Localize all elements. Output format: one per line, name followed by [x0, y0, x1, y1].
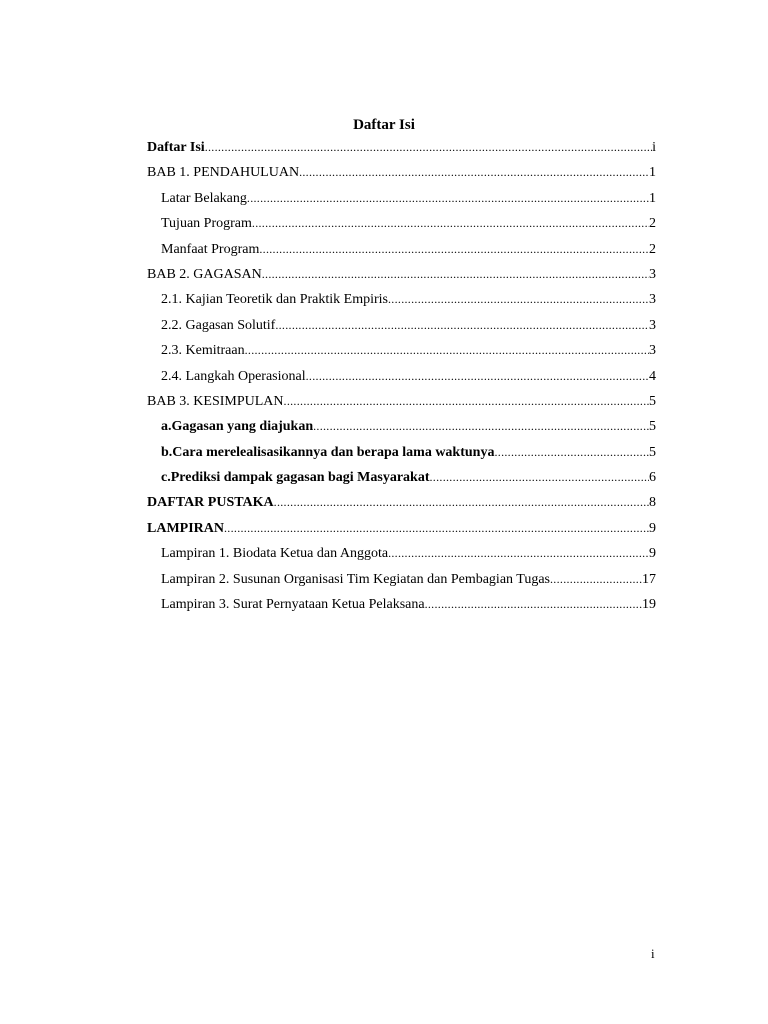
- toc-entry-page-number: 1: [649, 165, 656, 181]
- toc-entry-label: Latar Belakang: [161, 190, 247, 206]
- toc-entry-marker: b.: [161, 444, 173, 460]
- dot-leader: [245, 338, 649, 363]
- toc-entry-page-number: 3: [649, 266, 656, 282]
- toc-entry[interactable]: [147, 135, 656, 160]
- dot-leader: [274, 490, 649, 515]
- dot-leader: [494, 440, 649, 465]
- dot-leader: [299, 160, 649, 185]
- toc-entry-page-number: 3: [649, 343, 656, 359]
- toc-entry[interactable]: [147, 541, 656, 566]
- toc-entry-marker: c.: [161, 470, 171, 486]
- dot-leader: [425, 592, 642, 617]
- toc-entry-page-number: 1: [649, 190, 656, 206]
- toc-entry[interactable]: [147, 211, 656, 236]
- toc-entry[interactable]: [147, 414, 656, 439]
- dot-leader: [388, 541, 649, 566]
- toc-entry[interactable]: [147, 338, 656, 363]
- toc-entry-page-number: 3: [649, 317, 656, 333]
- toc-entry-label: DAFTAR PUSTAKA: [147, 495, 274, 511]
- dot-leader: [284, 389, 649, 414]
- dot-leader: [259, 237, 649, 262]
- toc-entry[interactable]: [147, 186, 656, 211]
- dot-leader: [252, 211, 649, 236]
- toc-entry-page-number: 9: [649, 520, 656, 536]
- dot-leader: [275, 313, 649, 338]
- toc-entry[interactable]: [147, 364, 656, 389]
- toc-entry-page-number: i: [652, 140, 656, 155]
- dot-leader: [430, 465, 650, 490]
- toc-entry-label: Gagasan yang diajukan: [171, 419, 314, 435]
- toc-entry[interactable]: [147, 313, 656, 338]
- toc-entry[interactable]: [147, 287, 656, 312]
- toc-entry-label: Daftar Isi: [147, 140, 205, 155]
- toc-entry-label: Lampiran 2. Susunan Organisasi Tim Kegiatan dan Pembagian Tugas: [161, 571, 550, 587]
- toc-entry[interactable]: [147, 592, 656, 617]
- toc-entry-label: 2.1. Kajian Teoretik dan Praktik Empiris: [161, 292, 388, 308]
- toc-entry[interactable]: [147, 160, 656, 185]
- toc-entry[interactable]: [147, 440, 656, 465]
- dot-leader: [306, 364, 649, 389]
- toc-entry-page-number: 8: [649, 495, 656, 511]
- page-title: Daftar Isi: [353, 117, 415, 133]
- dot-leader: [247, 186, 649, 211]
- dot-leader: [205, 135, 652, 160]
- toc-entry-label: Manfaat Program: [161, 241, 260, 257]
- dot-leader: [224, 516, 649, 541]
- toc-entry-label: Prediksi dampak gagasan bagi Masyarakat: [170, 470, 430, 486]
- toc-entry-page-number: 2: [649, 216, 656, 232]
- toc-entry-page-number: 9: [649, 546, 656, 562]
- toc-entry-page-number: 17: [642, 571, 656, 587]
- toc-entry-label: LAMPIRAN: [147, 520, 224, 536]
- toc-entry-page-number: 2: [649, 241, 656, 257]
- toc-entry[interactable]: [147, 237, 656, 262]
- toc-entry-page-number: 5: [649, 393, 656, 409]
- toc-entry-label: 2.3. Kemitraan: [161, 343, 245, 359]
- toc-entry-marker: a.: [161, 419, 172, 435]
- toc-entry-page-number: 5: [649, 444, 656, 460]
- toc-entry[interactable]: [147, 262, 656, 287]
- toc-entry-label: Lampiran 3. Surat Pernyataan Ketua Pelaksana: [161, 597, 425, 613]
- toc-entry-label: Tujuan Program: [161, 216, 252, 232]
- toc-entry[interactable]: [147, 567, 656, 592]
- dot-leader: [262, 262, 649, 287]
- toc-entry-label: 2.2. Gagasan Solutif: [161, 317, 276, 333]
- toc-entry-page-number: 5: [649, 419, 656, 435]
- toc-entry-label: Cara merelealisasikannya dan berapa lama waktunya: [172, 444, 495, 460]
- toc-entry-label: Lampiran 1. Biodata Ketua dan Anggota: [161, 546, 389, 562]
- toc-entry-page-number: 4: [649, 368, 656, 384]
- dot-leader: [313, 414, 649, 439]
- toc-entry-page-number: 19: [642, 597, 656, 613]
- toc-entry-page-number: 6: [649, 470, 656, 486]
- toc-entry-label: BAB 2. GAGASAN: [147, 266, 262, 282]
- toc-entry[interactable]: [147, 490, 656, 515]
- toc-entry[interactable]: [147, 465, 656, 490]
- toc-entry-label: BAB 3. KESIMPULAN: [147, 393, 284, 409]
- dot-leader: [550, 567, 642, 592]
- toc-entry[interactable]: [147, 516, 656, 541]
- table-of-contents: [147, 135, 656, 617]
- toc-entry[interactable]: [147, 389, 656, 414]
- footer-page-number: i: [651, 946, 655, 961]
- toc-entry-page-number: 3: [649, 292, 656, 308]
- toc-entry-label: BAB 1. PENDAHULUAN: [147, 165, 300, 181]
- dot-leader: [388, 287, 649, 312]
- toc-entry-label: 2.4. Langkah Operasional: [161, 368, 306, 384]
